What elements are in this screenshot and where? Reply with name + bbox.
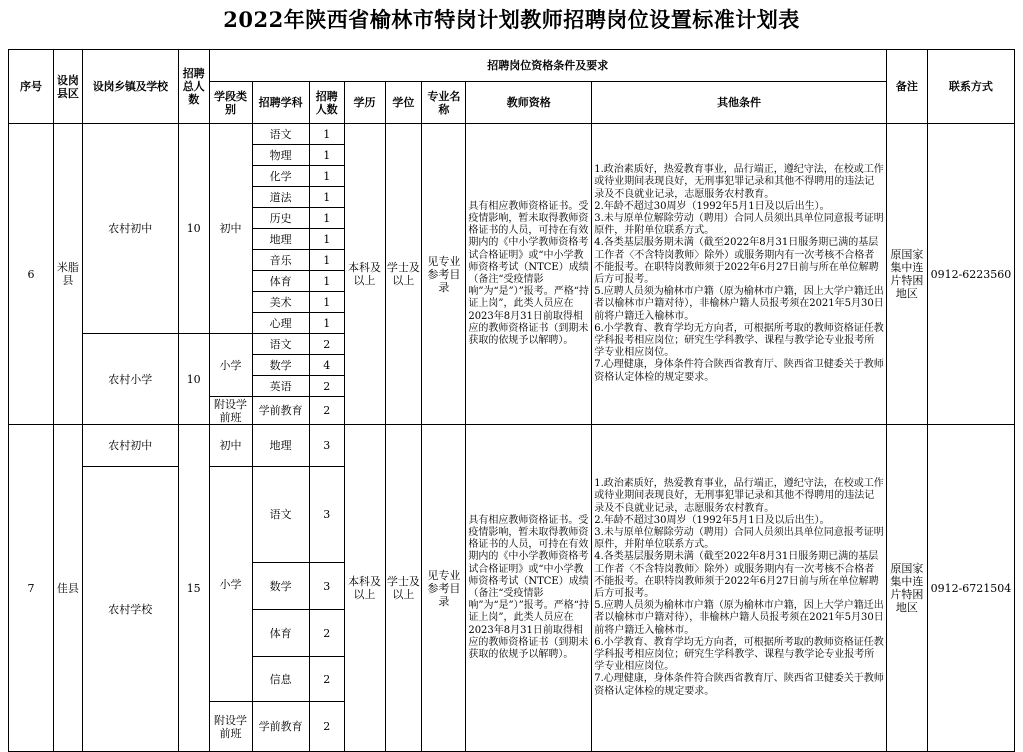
cell-subject: 心理 xyxy=(252,313,309,334)
cell-count: 1 xyxy=(309,250,344,271)
header-total: 招聘总人数 xyxy=(178,50,209,124)
cell-subject: 体育 xyxy=(252,610,309,657)
cell-education: 本科及以上 xyxy=(344,425,385,752)
cell-education: 本科及以上 xyxy=(344,124,385,425)
cell-school: 农村初中 xyxy=(82,124,178,334)
cell-stage: 小学 xyxy=(209,334,252,397)
header-degree: 学位 xyxy=(385,82,422,124)
header-seq: 序号 xyxy=(9,50,54,124)
cell-count: 1 xyxy=(309,229,344,250)
header-major: 专业名称 xyxy=(422,82,466,124)
cell-subject: 数学 xyxy=(252,355,309,376)
cell-count: 1 xyxy=(309,208,344,229)
cell-subject: 体育 xyxy=(252,271,309,292)
cell-count: 2 xyxy=(309,334,344,355)
cell-subject: 音乐 xyxy=(252,250,309,271)
cell-seq: 6 xyxy=(9,124,54,425)
cell-school: 农村学校 xyxy=(82,467,178,752)
page-title: 2022年陕西省榆林市特岗计划教师招聘岗位设置标准计划表 xyxy=(223,7,800,32)
cell-certificate: 具有相应教师资格证书。受疫情影响，暂未取得教师资格证书的人员，可持在有效期内的《中小学教师资格考试合格证明》或“中小学教师资格考试（NTCE）成绩（备注“受疫情影响”为“是”）”报考。严格“持证上岗”，此类人员应在2023年8月31日前取得相应的教师资格证书（到期未获取的依规予以解聘）。 xyxy=(466,425,592,752)
cell-count: 1 xyxy=(309,187,344,208)
cell-note: 原国家集中连片特困地区 xyxy=(886,425,927,752)
cell-major: 见专业参考目录 xyxy=(422,425,466,752)
cell-stage: 附设学前班 xyxy=(209,702,252,752)
cell-count: 2 xyxy=(309,702,344,752)
cell-count: 2 xyxy=(309,657,344,702)
cell-major: 见专业参考目录 xyxy=(422,124,466,425)
cell-subject: 数学 xyxy=(252,563,309,610)
cell-degree: 学士及以上 xyxy=(385,124,422,425)
cell-degree: 学士及以上 xyxy=(385,425,422,752)
cell-subject: 美术 xyxy=(252,292,309,313)
cell-count: 1 xyxy=(309,124,344,145)
cell-count: 1 xyxy=(309,292,344,313)
recruitment-plan-table xyxy=(8,49,1015,752)
table-row xyxy=(9,425,1015,467)
cell-count: 2 xyxy=(309,397,344,425)
cell-subject: 道法 xyxy=(252,187,309,208)
cell-count: 1 xyxy=(309,166,344,187)
cell-count: 2 xyxy=(309,610,344,657)
header-other-conditions: 其他条件 xyxy=(592,82,887,124)
header-subject: 招聘学科 xyxy=(252,82,309,124)
cell-stage: 附设学前班 xyxy=(209,397,252,425)
cell-count: 3 xyxy=(309,563,344,610)
cell-subject: 化学 xyxy=(252,166,309,187)
cell-other-conditions: 1.政治素质好，热爱教育事业，品行端正，遵纪守法，在校或工作或待业期间表现良好，无刑事犯罪记录和其他不得聘用的违法记录及不良就业记录，志愿服务农村教育。 2.年龄不超过30周岁（1992年5月1日及以后出生）。 3.未与原单位解除劳动（聘用）合同人员须出具单位同意报考证明原件，并附单位联系方式。 4.各类基层服务期未满（截至2022年8月31日服务期已满的基层工作者〈不含特岗教师〉除外）或服务期内有一次考核不合格者不能报考。在职特岗教师须于2022年6月27日前与所在单位解聘后方可报考。 5.应聘人员须为榆林市户籍（原为榆林市户籍，因上大学户籍迁出者以榆林市户籍对待），非榆林户籍人员报考须在2021年5月30日前将户籍迁入榆林市。 6.小学教育、教育学均无方向者，可根据所考取的教师资格证任教学科报考相应岗位；研究生学科教学、课程与教学论专业报考所学专业相应岗位。 7.心理健康，身体条件符合陕西省教育厅、陕西省卫健委关于教师资格认定体检的规定要求。 xyxy=(592,124,887,425)
cell-subject: 物理 xyxy=(252,145,309,166)
header-requirements: 招聘岗位资格条件及要求 xyxy=(209,50,886,82)
cell-subject: 语文 xyxy=(252,124,309,145)
header-count: 招聘人数 xyxy=(309,82,344,124)
header-contact: 联系方式 xyxy=(927,50,1014,124)
cell-subject: 语文 xyxy=(252,334,309,355)
cell-subject: 英语 xyxy=(252,376,309,397)
cell-total: 10 xyxy=(178,124,209,334)
cell-certificate: 具有相应教师资格证书。受疫情影响，暂未取得教师资格证书的人员，可持在有效期内的《中小学教师资格考试合格证明》或“中小学教师资格考试（NTCE）成绩（备注“受疫情影响”为“是”）”报考。严格“持证上岗”，此类人员应在2023年8月31日前取得相应的教师资格证书（到期未获取的依规予以解聘）。 xyxy=(466,124,592,425)
cell-note: 原国家集中连片特困地区 xyxy=(886,124,927,425)
cell-subject: 信息 xyxy=(252,657,309,702)
cell-subject: 语文 xyxy=(252,467,309,563)
cell-county: 佳县 xyxy=(54,425,83,752)
cell-school: 农村小学 xyxy=(82,334,178,425)
cell-subject: 学前教育 xyxy=(252,397,309,425)
cell-school: 农村初中 xyxy=(82,425,178,467)
cell-stage: 初中 xyxy=(209,124,252,334)
cell-count: 4 xyxy=(309,355,344,376)
header-note: 备注 xyxy=(886,50,927,124)
cell-total: 15 xyxy=(178,425,209,752)
cell-count: 3 xyxy=(309,425,344,467)
header-education: 学历 xyxy=(344,82,385,124)
cell-stage: 小学 xyxy=(209,467,252,702)
header-county: 设岗县区 xyxy=(54,50,83,124)
cell-other-conditions: 1.政治素质好，热爱教育事业，品行端正，遵纪守法，在校或工作或待业期间表现良好，无刑事犯罪记录和其他不得聘用的违法记录及不良就业记录，志愿服务农村教育。 2.年龄不超过30周岁（1992年5月1日及以后出生）。 3.未与原单位解除劳动（聘用）合同人员须出具单位同意报考证明原件，并附单位联系方式。 4.各类基层服务期未满（截至2022年8月31日服务期已满的基层工作者〈不含特岗教师〉除外）或服务期内有一次考核不合格者不能报考。在职特岗教师须于2022年6月27日前与所在单位解聘后方可报考。 5.应聘人员须为榆林市户籍（原为榆林市户籍，因上大学户籍迁出者以榆林市户籍对待），非榆林户籍人员报考须在2021年5月30日前将户籍迁入榆林市。 6.小学教育、教育学均无方向者，可根据所考取的教师资格证任教学科报考相应岗位；研究生学科教学、课程与教学论专业报考所学专业相应岗位。 7.心理健康，身体条件符合陕西省教育厅、陕西省卫健委关于教师资格认定体检的规定要求。 xyxy=(592,425,887,752)
header-school: 设岗乡镇及学校 xyxy=(82,50,178,124)
cell-subject: 历史 xyxy=(252,208,309,229)
cell-subject: 地理 xyxy=(252,229,309,250)
cell-contact: 0912-6721504 xyxy=(927,425,1014,752)
cell-count: 1 xyxy=(309,313,344,334)
cell-count: 1 xyxy=(309,271,344,292)
cell-count: 3 xyxy=(309,467,344,563)
cell-subject: 地理 xyxy=(252,425,309,467)
cell-count: 1 xyxy=(309,145,344,166)
cell-contact: 0912-6223560 xyxy=(927,124,1014,425)
cell-total: 10 xyxy=(178,334,209,425)
cell-county: 米脂县 xyxy=(54,124,83,425)
header-certificate: 教师资格 xyxy=(466,82,592,124)
cell-seq: 7 xyxy=(9,425,54,752)
table-row xyxy=(9,124,1015,145)
cell-stage: 初中 xyxy=(209,425,252,467)
cell-subject: 学前教育 xyxy=(252,702,309,752)
cell-count: 2 xyxy=(309,376,344,397)
header-stage: 学段类别 xyxy=(209,82,252,124)
